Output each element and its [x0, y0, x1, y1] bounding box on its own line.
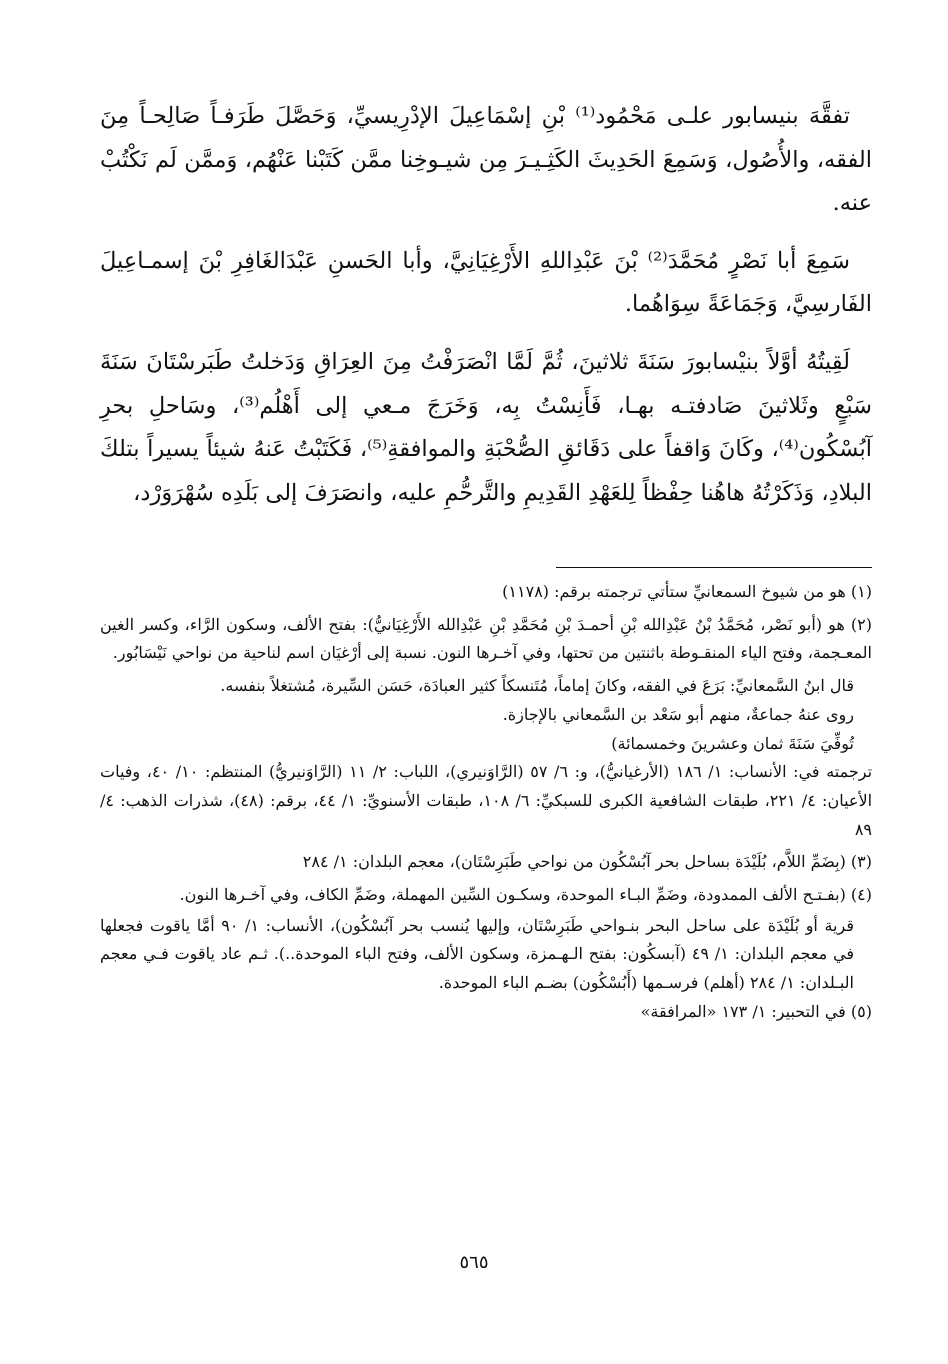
- footnote-2-bio-line: قال ابنُ السَّمعانيِّ: بَرَعَ في الفقه، وكانَ إماماً، مُتَنسكاً كثير العبادَة، حَسَن السِّيرة، مُشتغلاً بنفسه.: [220, 676, 854, 696]
- footnote-3: (٣) (بِضَمِّ اللاَّم، بُلَيْدَة بساحل بحر آبُسْكُون من نواحي طَبَرِسْتَان)، معجم البلدان: ١/ ٢٨٤: [302, 852, 872, 872]
- main-paragraph: لَقِيتُهُ أوَّلاً بنيْسابورَ سَنَةَ ثلاثينَ، ثُمَّ لَمَّا انْصَرَفْتُ مِنَ العِرَاقِ وَدَخلتُ طَبَرسْتَانَ سَنَةَ سَبْعٍ وثَلاثينَ صَادفتـه بهـا، فَأَنِسْتُ بِه، وَخَرَجَ مـعي إلى أَهْلُم⁽³⁾، وسَاحلِ بحرِ آبُسْكُون⁽⁴⁾، وكَانَ وَاقفاً على دَقَائقِ الصُّحْبَةِ والموافقةِ⁽⁵⁾، فَكَتَبْتُ عَنهُ شيئاً يسيراً بتلكَ البلادِ، وَذَكَرْتُهُ هاهُنا حِفْظاً لِلعَهْدِ القَدِيمِ والتَّرحُّمِ عليه، وانصَرَفَ إلى بَلَدِه سُهْرَوَرْد،: [100, 348, 872, 506]
- footnote-separator: [556, 567, 872, 568]
- footnote-2-references: ترجمته في: الأنساب: ١/ ١٨٦ (الأرغيانيُّ)، و: ٦/ ٥٧ (الرَّاوَنيري)، اللباب: ٢/ ١١ (الرَّاوَنيريُّ) المنتظم: ١٠/ ٤٠، وفيات الأعيان: ٤/ ٢٢١، طبقات الشافعية الكبرى للسبكيِّ: ٦/ ١٠٨، طبقات الأسنويِّ: ١/ ٤٤، برقم: (٤٨)، شذرات الذهب: ٤/ ٨٩: [100, 762, 873, 839]
- footnote-2-bio-line: روى عنهُ جماعةٌ، منهم أبو سَعْد بن السَّمعاني بالإجازة.: [502, 704, 854, 724]
- footnote-2: (٢) هو (أبو نَصْر، مُحَمَّدُ بْنُ عَبْدِالله بْنِ أحمـدَ بْنِ مُحَمَّدِ بْنِ عَبْدِالله الأَرْغِيَانيُّ): بفتح الألف، وسكون الرَّاء، وكسر الغين المعـجمة، وفتح الياء المنقـوطة باثنتين من تحتها، وفي آخـرها النون. نسبة إلى أرْغيَان اسم لناحية من نواحي نَيْسَابُور.: [100, 614, 872, 663]
- footnote-4: (٤) (بفـتـح الألف الممدودة، وضَمِّ البـاء الموحدة، وسكـون السِّين المهملة، وضَمِّ الكاف، وفي آخـرها النون.: [179, 885, 872, 905]
- main-text: [100, 95, 872, 529]
- footnote-2-bio-line: تُوفِّيَ سَنَةَ ثمان وعشرينَ وخمسمائة): [611, 733, 854, 753]
- page-number: ٥٦٥: [459, 1252, 489, 1273]
- footnotes: [100, 578, 872, 1031]
- footnote-1: (١) هو من شيوخ السمعانيِّ ستأتي ترجمته برقم: (١١٧٨): [502, 582, 872, 601]
- footnote-4-continuation: قرية أو بُلَيْدَة على ساحل البحر بنـواحي طَبَرِسْتَان، وإليها يُنسب بحر آبُسْكُون)، الأنساب: ١/ ٩٠ أمَّا ياقوت فجعلها في معجم البلدان: ١/ ٤٩ (آبسكُون: بفتح الـهـمزة، وسكون الألف، وفتح الباء الموحدة..). ثـم عاد ياقوت فـي معجم البـلدان: ١/ ٢٨٤ (أهلم) فرسـمها (أَبُسْكُون) بضـم الباء الموحدة.: [100, 915, 854, 993]
- footnote-5: (٥) في التحبير: ١/ ١٧٣ «المرافقة»: [640, 1001, 872, 1021]
- main-paragraph: سَمِعَ أبا نَصْرٍ مُحَمَّدَ⁽²⁾ بْنَ عَبْدِاللهِ الأَرْغِيَانِيَّ، وأبا الحَسنِ عَبْدَالغَافِرِ بْنَ إسمـاعِيلَ الفَارسِيَّ، وَجَمَاعَةً سِوَاهُما.: [100, 247, 872, 318]
- main-paragraph: تفقَّهَ بنيسابور علـى مَحْمُود⁽¹⁾ بْنِ إسْمَاعِيلَ الإدْرِيسيِّ، وَحَصَّلَ طَرَفـاً صَالِحـاً مِنَ الفقه، والأُصُول، وَسَمِعَ الحَدِيثَ الكَثِـيـرَ مِن شيـوخِنا ممَّن كَتَبْنا عَنْهُم، وَممَّن لَم نَكْتُبْ عنه.: [100, 103, 872, 217]
